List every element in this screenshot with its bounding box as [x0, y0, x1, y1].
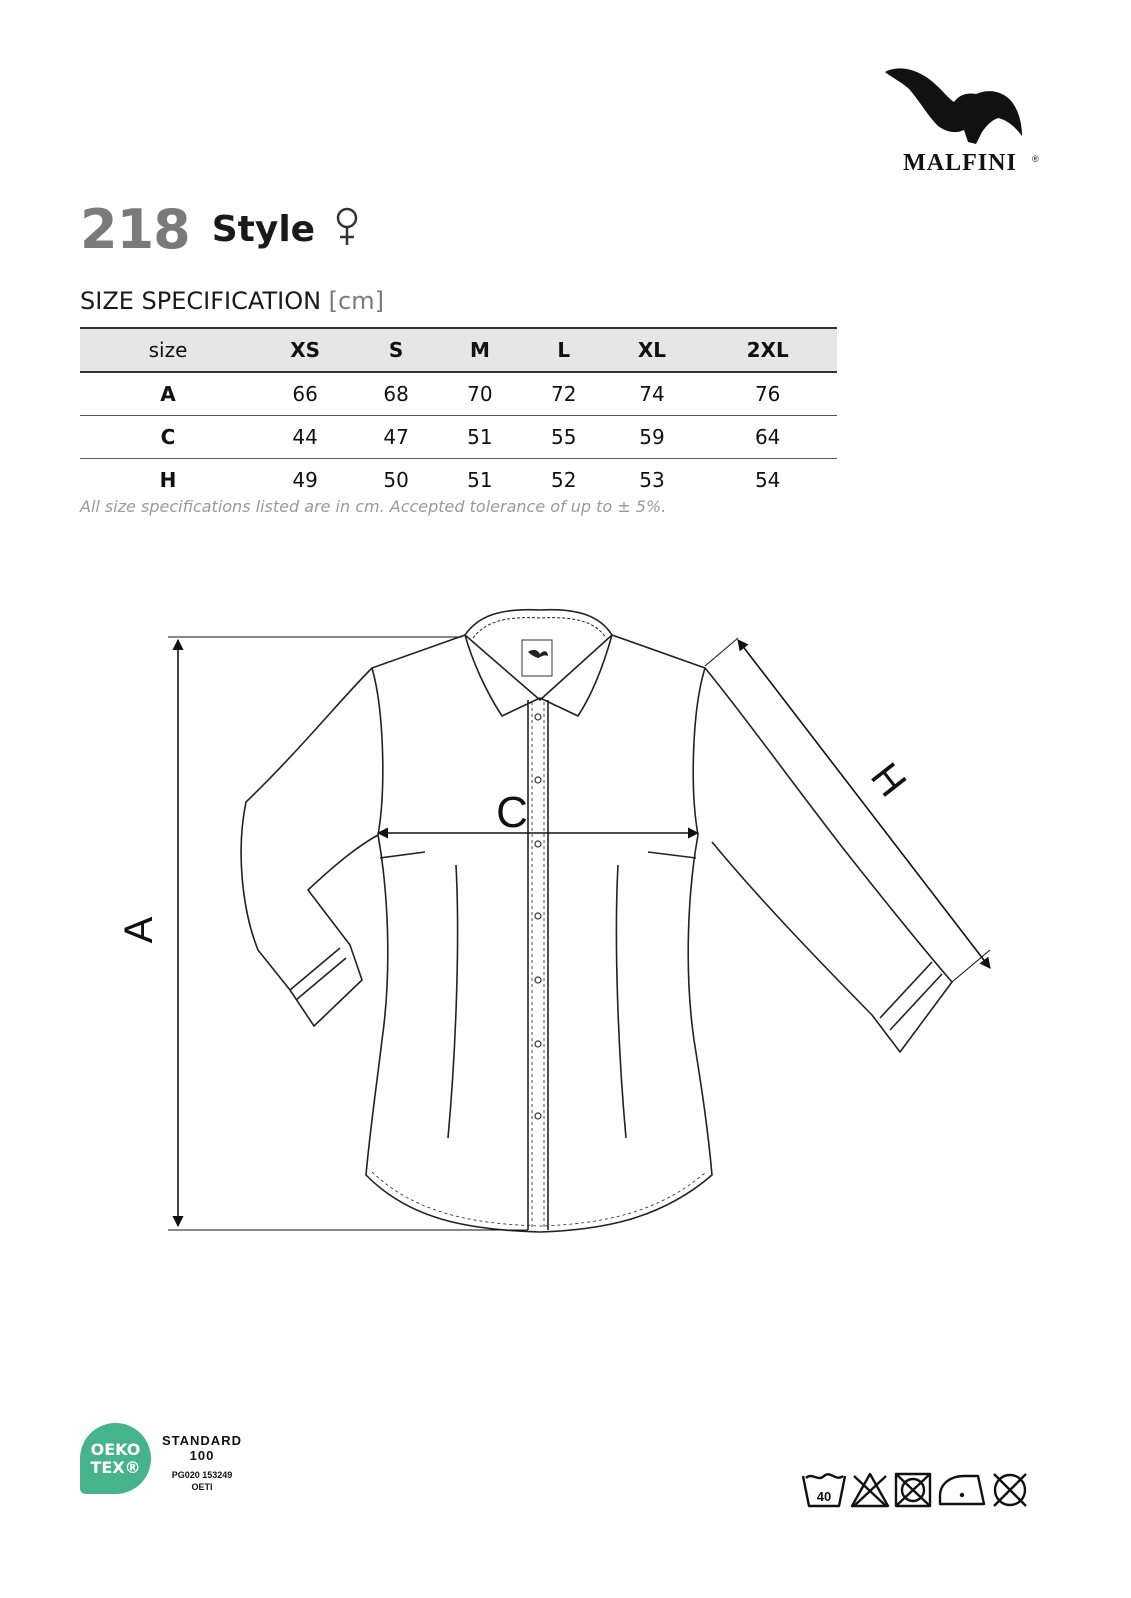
- label-c: C: [496, 788, 528, 837]
- table-cell: 66: [256, 372, 354, 416]
- table-cell: 59: [606, 416, 699, 459]
- table-cell: 44: [256, 416, 354, 459]
- no-tumble-dry-icon: [896, 1474, 930, 1506]
- header-2xl: 2XL: [698, 328, 837, 372]
- iron-low-icon: [940, 1476, 984, 1504]
- button-3: [535, 841, 541, 847]
- header-xs: XS: [256, 328, 354, 372]
- shirt-diagram: [0, 590, 1131, 1250]
- table-row: [80, 459, 837, 502]
- oeko-tex-certificate: [80, 1423, 280, 1503]
- table-cell: 64: [698, 416, 837, 459]
- table-cell: 70: [438, 372, 522, 416]
- right-sleeve: [705, 668, 952, 1052]
- header-s: S: [354, 328, 438, 372]
- button-1: [535, 714, 541, 720]
- button-4: [535, 913, 541, 919]
- size-table-header: [80, 328, 837, 372]
- oeko-institute: OETI: [191, 1482, 213, 1492]
- buttons: [535, 714, 541, 1119]
- left-dart: [448, 865, 458, 1138]
- table-cell: 47: [354, 416, 438, 459]
- spec-heading-text: SIZE SPECIFICATION: [80, 287, 322, 315]
- spec-unit: [cm]: [328, 287, 384, 315]
- iron-dot: [960, 1493, 964, 1497]
- button-6: [535, 1041, 541, 1047]
- brand-logo: [880, 62, 1055, 182]
- table-cell: 51: [438, 416, 522, 459]
- table-cell: 72: [522, 372, 606, 416]
- wash-temperature: 40: [816, 1489, 832, 1504]
- table-cell: 52: [550, 468, 577, 492]
- shirt-body: [366, 635, 712, 1232]
- spec-heading: [80, 287, 384, 315]
- label-h: H: [862, 755, 915, 805]
- product-name: Style: [211, 209, 316, 250]
- hem-stitch: [372, 1172, 706, 1226]
- brand-name: MALFINI: [903, 150, 1017, 176]
- header-size: size: [80, 328, 256, 372]
- no-dry-clean-icon: [994, 1474, 1026, 1506]
- right-dart: [616, 865, 626, 1138]
- table-cell: 74: [606, 372, 699, 416]
- measure-h-ext-bottom: [952, 950, 990, 982]
- left-bust-dart: [380, 852, 425, 858]
- no-bleach-icon: [852, 1474, 888, 1506]
- product-code: 218: [80, 198, 190, 261]
- table-cell: 55: [522, 416, 606, 459]
- table-row: [80, 416, 837, 459]
- measure-h-ext-top: [705, 638, 738, 666]
- button-2: [535, 777, 541, 783]
- oeko-standard-number: 100: [189, 1448, 215, 1463]
- header-xl: XL: [606, 328, 699, 372]
- size-table: [80, 327, 837, 501]
- table-cell: 54: [754, 468, 781, 492]
- button-7: [535, 1113, 541, 1119]
- table-cell: 50: [383, 468, 409, 492]
- header-l: L: [522, 328, 606, 372]
- row-label: C: [80, 416, 256, 459]
- button-5: [535, 977, 541, 983]
- female-icon: [335, 207, 359, 252]
- table-cell: 76: [698, 372, 837, 416]
- tolerance-note: All size specifications listed are in cm. Accepted tolerance of up to ± 5%.: [80, 497, 667, 516]
- oeko-tex-badge: [80, 1423, 151, 1494]
- registered-mark: ®: [1032, 154, 1039, 164]
- product-title: [80, 198, 359, 268]
- neck-tag: [522, 640, 552, 676]
- measure-h-arrow: [738, 640, 990, 968]
- oeko-standard: [162, 1433, 242, 1463]
- oeko-cert-id: PG020 153249: [171, 1470, 233, 1480]
- row-label: H: [159, 468, 177, 492]
- label-a: A: [117, 916, 161, 944]
- table-cell: 53: [639, 468, 665, 492]
- table-cell: 49: [292, 468, 318, 492]
- oeko-cert-info: [162, 1469, 242, 1493]
- table-cell: 51: [467, 468, 493, 492]
- table-row: [80, 372, 837, 416]
- oeko-line2: TEX®: [90, 1458, 141, 1477]
- care-symbols: [800, 1468, 1035, 1512]
- row-label: A: [80, 372, 256, 416]
- oeko-line1: OEKO: [90, 1440, 141, 1459]
- right-cuff: [880, 962, 942, 1030]
- eagle-icon: [880, 62, 1040, 150]
- oeko-standard-label: STANDARD: [162, 1433, 242, 1448]
- right-bust-dart: [648, 852, 696, 858]
- left-cuff: [290, 948, 346, 1000]
- table-cell: 68: [354, 372, 438, 416]
- collar-stitch: [473, 618, 606, 638]
- header-m: M: [438, 328, 522, 372]
- left-sleeve: [241, 668, 378, 1026]
